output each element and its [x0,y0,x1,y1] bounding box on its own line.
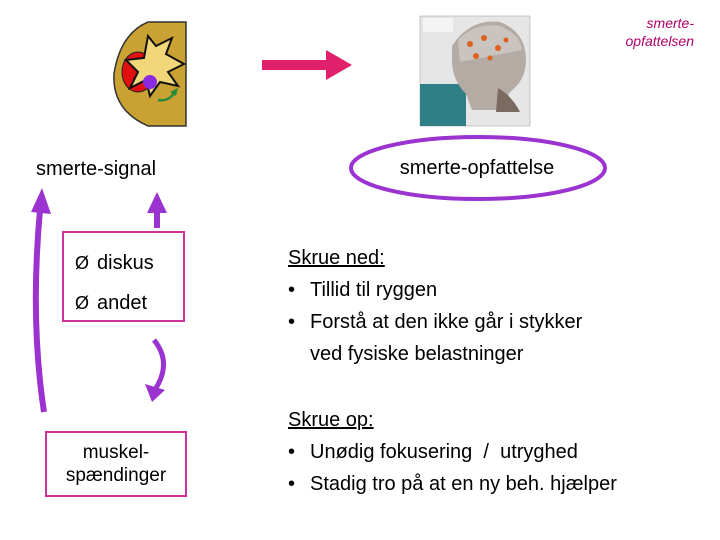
bullet-icon: • [288,311,296,333]
spine-illustration [114,22,186,126]
signal-to-perception-arrow [262,50,352,80]
perception-label: smerte-opfattelse [399,156,555,179]
list-item-text: Stadig tro på at en ny beh. hjælper [310,473,617,495]
muscle-label-line1: muskel- [82,442,150,463]
arrow-bullet-icon: Ø [75,253,90,273]
causes-list [75,243,154,323]
cause-to-signal-arrow [147,192,167,228]
up-panel-heading: Skrue op: [288,409,374,431]
list-item [288,468,617,500]
cause-to-muscle-arrow [145,340,165,402]
corner-caption-text: smerte- opfattelsen [625,15,694,49]
muscle-label [46,432,186,496]
arrow-bullet-icon: Ø [75,293,90,313]
cause-item-andet [75,283,154,323]
nerve-root [143,75,157,89]
list-item-text: Unødig fokusering / utryghed [310,441,578,463]
feedback-arrow [31,188,51,412]
cause-item-label: andet [97,292,148,314]
signal-label: smerte-signal [36,158,157,180]
list-item [288,306,582,370]
bullet-icon: • [288,473,296,495]
list-item [288,274,582,306]
bullet-icon: • [288,441,296,463]
list-item-text: Tillid til ryggen [310,279,438,301]
list-item [288,436,617,468]
book-cover-image [420,16,530,126]
bullet-icon: • [288,279,296,301]
down-panel-heading: Skrue ned: [288,247,385,269]
muscle-label-line2: spændinger [65,465,167,486]
cause-item-label: diskus [97,252,154,274]
down-panel [288,242,582,370]
list-item-text: Forstå at den ikke går i stykker ved fysiske belastninger [310,311,583,365]
corner-caption [574,14,694,50]
up-panel [288,404,617,500]
cause-item-diskus [75,243,154,283]
